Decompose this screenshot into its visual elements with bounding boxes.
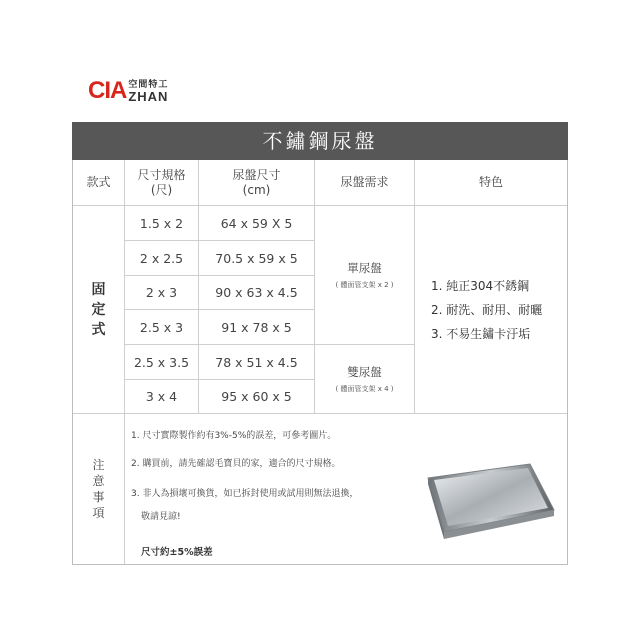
notes-char: 注 xyxy=(92,458,105,472)
size-cell: 91 x 78 x 5 xyxy=(199,310,315,345)
spec-cell: 1.5 x 2 xyxy=(125,206,199,241)
size-cell: 95 x 60 x 5 xyxy=(199,380,315,414)
need-double xyxy=(315,345,415,414)
need-sub: ( 體面管支架 x 4 ) xyxy=(335,385,394,393)
feature-item: 3. 不易生鏽卡汙垢 xyxy=(431,326,531,341)
feature-item: 2. 耐洗、耐用、耐曬 xyxy=(431,302,543,317)
size-tolerance-note: 尺寸約±5%誤差 xyxy=(141,547,213,558)
need-sub: ( 體面管支架 x 2 ) xyxy=(335,281,394,289)
brand-logo xyxy=(88,78,168,104)
spec-cell: 3 x 4 xyxy=(125,380,199,414)
logo-chinese: 空間特工 xyxy=(128,79,169,90)
notes-char: 意 xyxy=(92,474,105,488)
header-style-text: 款式 xyxy=(86,175,111,189)
need-single xyxy=(315,206,415,345)
logo-english: ZHAN xyxy=(128,88,169,104)
spec-sheet xyxy=(72,122,568,565)
note-line: 1. 尺寸實際製作約有3%-5%的誤差，可參考圖片。 xyxy=(131,431,337,441)
feature-item: 1. 純正304不銹鋼 xyxy=(431,278,530,293)
header-size-spec xyxy=(125,160,199,206)
size-cell: 70.5 x 59 x 5 xyxy=(199,241,315,276)
size-cell: 78 x 51 x 4.5 xyxy=(199,345,315,380)
style-fixed xyxy=(73,206,125,414)
note-line: 敬請見諒! xyxy=(141,512,181,522)
style-char: 固 xyxy=(91,281,106,298)
style-char: 式 xyxy=(91,321,106,338)
style-char: 定 xyxy=(91,301,106,318)
header-features xyxy=(415,160,567,206)
spec-cell: 2.5 x 3.5 xyxy=(125,345,199,380)
spec-cell: 2.5 x 3 xyxy=(125,310,199,345)
header-tray-size xyxy=(199,160,315,206)
logo-mark: CIA xyxy=(88,77,127,104)
notes-label xyxy=(73,414,125,564)
need-label: 單尿盤 xyxy=(347,261,382,275)
header-features-text: 特色 xyxy=(478,175,503,189)
spec-table xyxy=(72,160,568,565)
size-cell: 64 x 59 X 5 xyxy=(199,206,315,241)
header-tray-size-text: 尿盤尺寸 xyxy=(232,167,281,182)
spec-cell: 2 x 2.5 xyxy=(125,241,199,276)
header-size-spec-text: 尺寸規格 xyxy=(137,167,186,182)
notes-area xyxy=(125,414,567,564)
note-line: 2. 購買前，請先確認毛寶貝的家，適合的尺寸規格。 xyxy=(131,459,341,469)
header-size-spec-unit: (尺) xyxy=(150,182,173,197)
steel-tray-image xyxy=(418,460,558,540)
sheet-title: 不鏽鋼尿盤 xyxy=(72,122,568,160)
note-line: 3. 非人為損壞可換貨，如已拆封使用或試用則無法退換， xyxy=(131,489,359,499)
features-cell xyxy=(415,206,567,414)
notes-char: 事 xyxy=(92,490,105,504)
spec-cell: 2 x 3 xyxy=(125,276,199,310)
header-tray-need-text: 尿盤需求 xyxy=(340,175,389,189)
need-label: 雙尿盤 xyxy=(347,365,382,379)
header-tray-size-unit: (cm) xyxy=(242,182,271,197)
notes-char: 項 xyxy=(92,506,105,520)
header-style xyxy=(73,160,125,206)
header-tray-need xyxy=(315,160,415,206)
size-cell: 90 x 63 x 4.5 xyxy=(199,276,315,310)
